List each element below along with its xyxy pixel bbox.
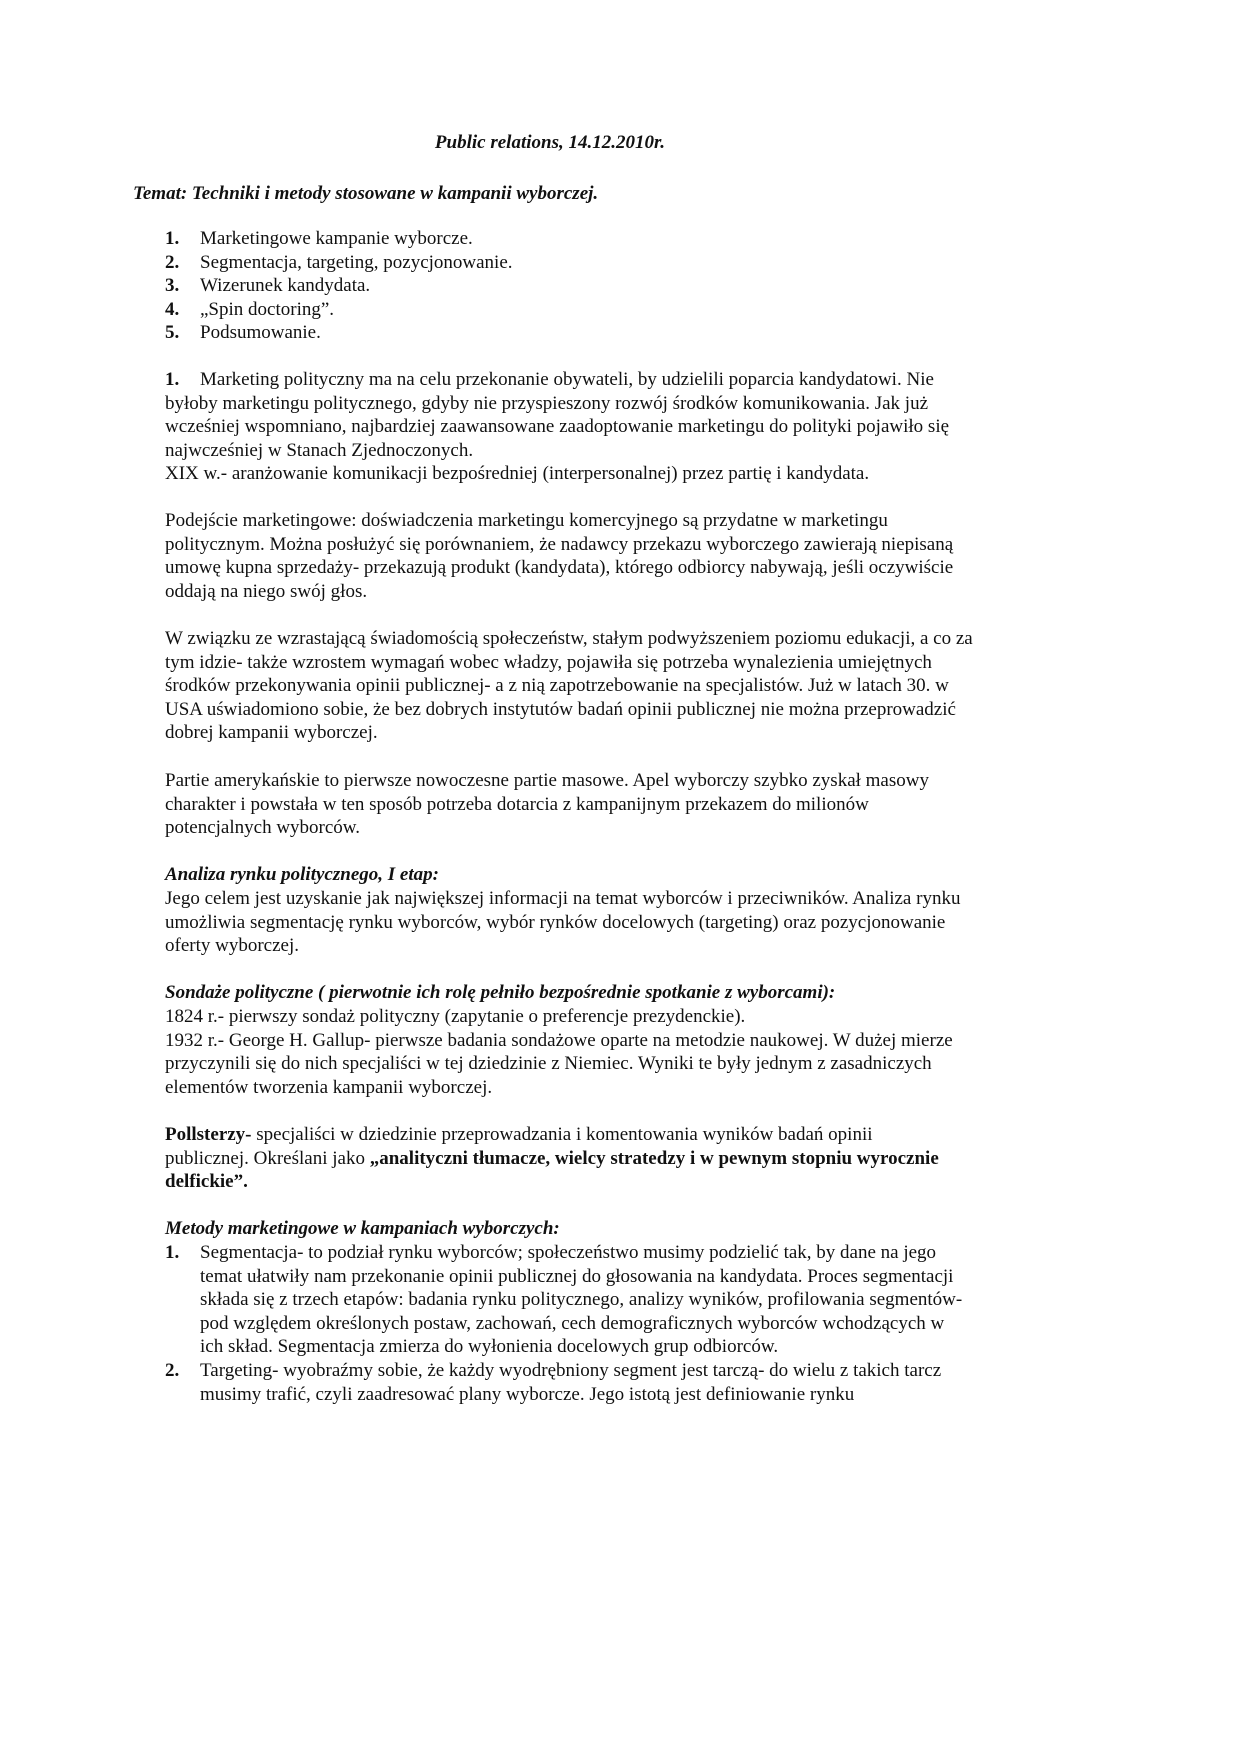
paragraph: Jego celem jest uzyskanie jak największej informacji na temat wyborców i przeciwników. Analiza rynku umożliwia segmentację rynku wyborców, wybór rynków docelowych (targeting) oraz pozycjonowanie oferty wyborczej. [165,888,961,957]
outline-list [165,227,965,345]
paragraph-line: 1824 r.- pierwszy sondaż polityczny (zapytanie o preferencje prezydenckie). [165,1006,746,1027]
list-item: 4. „Spin doctoring”. [165,298,335,320]
text: specjaliści w dziedzinie przeprowadzania i komentowania wyników badań opinii publicznej. Określani jako [165,1124,873,1169]
section-number: 1. [165,369,180,390]
paragraph-line: 1932 r.- George H. Gallup- pierwsze badania sondażowe oparte na metodzie naukowej. W dużej mierze przyczynili się do nich specjaliści w tej dziedzinie z Niemiec. Wyniki te były jednym z zasadniczych elementów tworzenia kampanii wyborczej. [165,1029,953,1098]
subheading: Analiza rynku politycznego, I etap: [165,864,439,885]
list-item-text: Segmentacja- to podział rynku wyborców; społeczeństwo musimy podzielić tak, by dane na jego temat ułatwiły nam przekonanie opinii publicznej do głosowania na kandydata. Proces segmentacji składa się z trzech etapów: badania rynku politycznego, analizy wyników, profilowania segmentów- pod względem określonych postaw, zachowań, cech demograficznych wyborców wchodzących w ich skład. Segmentacja zmierza do wyłonienia docelowych grup odbiorców. [200,1242,963,1358]
list-item-text: Marketingowe kampanie wyborcze. [200,228,473,249]
list-item: 3. Wizerunek kandydata. [165,275,371,297]
list-item [165,1359,965,1406]
item-number: 2. [165,1359,180,1381]
subheading: Sondaże polityczne ( pierwotnie ich rolę pełniło bezpośrednie spotkanie z wyborcami): [165,982,836,1003]
list-item: 1. Marketingowe kampanie wyborcze. [165,228,473,249]
list-item-text: Segmentacja, targeting, pozycjonowanie. [200,251,513,273]
paragraph [165,1005,965,1099]
list-item: 5. Podsumowanie. [165,322,321,344]
paragraph: Partie amerykańskie to pierwsze nowoczesne partie masowe. Apel wyborczy szybko zyskał masowy charakter i powstała w ten sposób potrzeba dotarcia z kampanijnym przekazem do milionów potencjalnych wyborców. [165,770,929,839]
list-item-text: Podsumowanie. [200,322,321,344]
paragraph: Nie byłoby marketingu politycznego, gdyby nie przyspieszony rozwój środków komunikowania. Jak już wcześniej wspomniano, najbardziej zaawansowane zaadoptowanie marketingu do polityki pojawiło się najwcześniej w Stanach Zjednoczonych. [165,369,950,461]
methods-list [165,1241,965,1406]
list-item-text: Wizerunek kandydata. [200,275,371,297]
list-item-text: „Spin doctoring”. [200,298,335,320]
quote: „analityczni tłumacze, wielcy stratedzy i w pewnym stopniu wyrocznie delfickie”. [165,1147,939,1193]
paragraph [165,1123,955,1194]
term: Pollsterzy- [165,1124,252,1145]
paragraph: W związku ze wzrastającą świadomością społeczeństw, stałym podwyższeniem poziomu edukacji, a co za tym idzie- także wzrostem wymagań wobec władzy, pojawiła się potrzeba wynalezienia umiejętnych środków przekonywania opinii publicznej- a z nią zapotrzebowanie na specjalistów. Już w latach 30. w USA uświadomiono sobie, że bez dobrych instytutów badań opinii publicznej nie można przeprowadzić dobrej kampanii wyborczej. [165,628,973,744]
paragraph: Marketing polityczny ma na celu przekonanie obywateli, by udzielili poparcia kandydatowi. [200,369,902,390]
subheading: Metody marketingowe w kampaniach wyborczych: [165,1218,560,1239]
item-number: 1. [165,1242,180,1263]
section-1 [165,368,980,486]
list-item [165,1241,965,1359]
list-item: 2. Segmentacja, targeting, pozycjonowanie. [165,251,513,273]
topic-heading: Temat: Techniki i metody stosowane w kampanii wyborczej. [133,183,599,204]
paragraph: Podejście marketingowe: doświadczenia marketingu komercyjnego są przydatne w marketingu politycznym. Można posłużyć się porównaniem, że nadawcy przekazu wyborczego zawierają niepisaną umowę kupna sprzedaży- przekazują produkt (kandydata), którego odbiorcy nabywają, jeśli oczywiście oddają na niego swój głos. [165,510,954,602]
document-title: Public relations, 14.12.2010r. [434,132,666,153]
paragraph: XIX w.- aranżowanie komunikacji bezpośredniej (interpersonalnej) przez partię i kandydata. [165,463,870,485]
list-item-text: Targeting- wyobraźmy sobie, że każdy wyodrębniony segment jest tarczą- do wielu z takich tarcz musimy trafić, czyli zaadresować plany wyborcze. Jego istotą jest definiowanie rynku [200,1359,942,1405]
